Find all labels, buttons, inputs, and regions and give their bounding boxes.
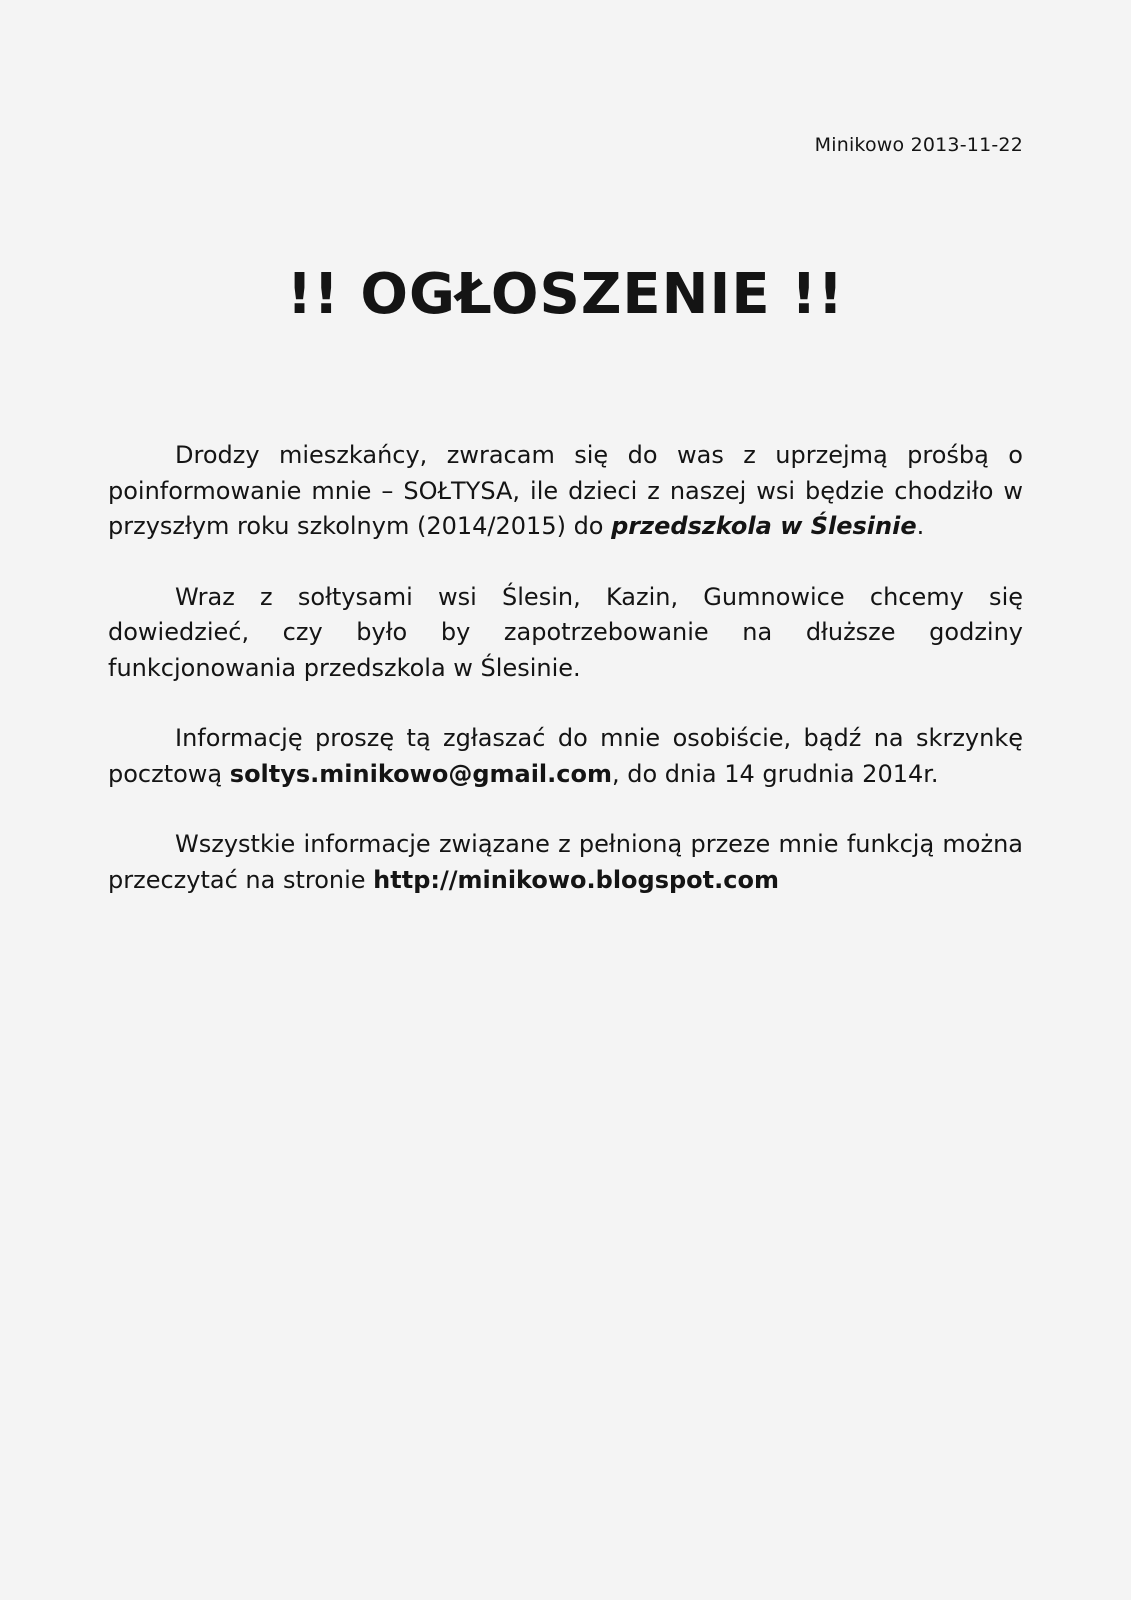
paragraph-extended-hours <box>108 580 1023 687</box>
website-url: http://minikowo.blogspot.com <box>373 865 779 894</box>
paragraph-text: Informację proszę tą zgłaszać do mnie osobiście, bądź na skrzynkę pocztową <box>108 724 1023 788</box>
paragraph-website <box>108 827 1023 898</box>
paragraph-text-end: . <box>916 512 925 540</box>
announcement-title: !! OGŁOSZENIE !! <box>286 262 845 327</box>
paragraph-contact <box>108 721 1023 792</box>
email-address: soltys.minikowo@gmail.com <box>229 759 612 788</box>
paragraph-preschool-request <box>108 438 1023 545</box>
date-line: Minikowo 2013-11-22 <box>814 134 1023 156</box>
preschool-emphasis: przedszkola w Ślesinie <box>611 512 917 540</box>
announcement-body <box>108 438 1023 933</box>
paragraph-text: Wraz z sołtysami wsi Ślesin, Kazin, Gumnowice chcemy się dowiedzieć, czy było by zapotrzebowanie na dłuższe godziny funkcjonowania przedszkola w Ślesinie. <box>108 582 1023 682</box>
paragraph-text: Drodzy mieszkańcy, zwracam się do was z uprzejmą prośbą o poinformowanie mnie – SOŁTYSA, ile dzieci z naszej wsi będzie chodziło w przyszłym roku szkolnym (2014/2015) do <box>108 441 1023 540</box>
paragraph-text: Wszystkie informacje związane z pełnioną przeze mnie funkcją można przeczytać na stronie <box>108 830 1023 894</box>
paragraph-text-end: , do dnia 14 grudnia 2014r. <box>612 759 939 788</box>
